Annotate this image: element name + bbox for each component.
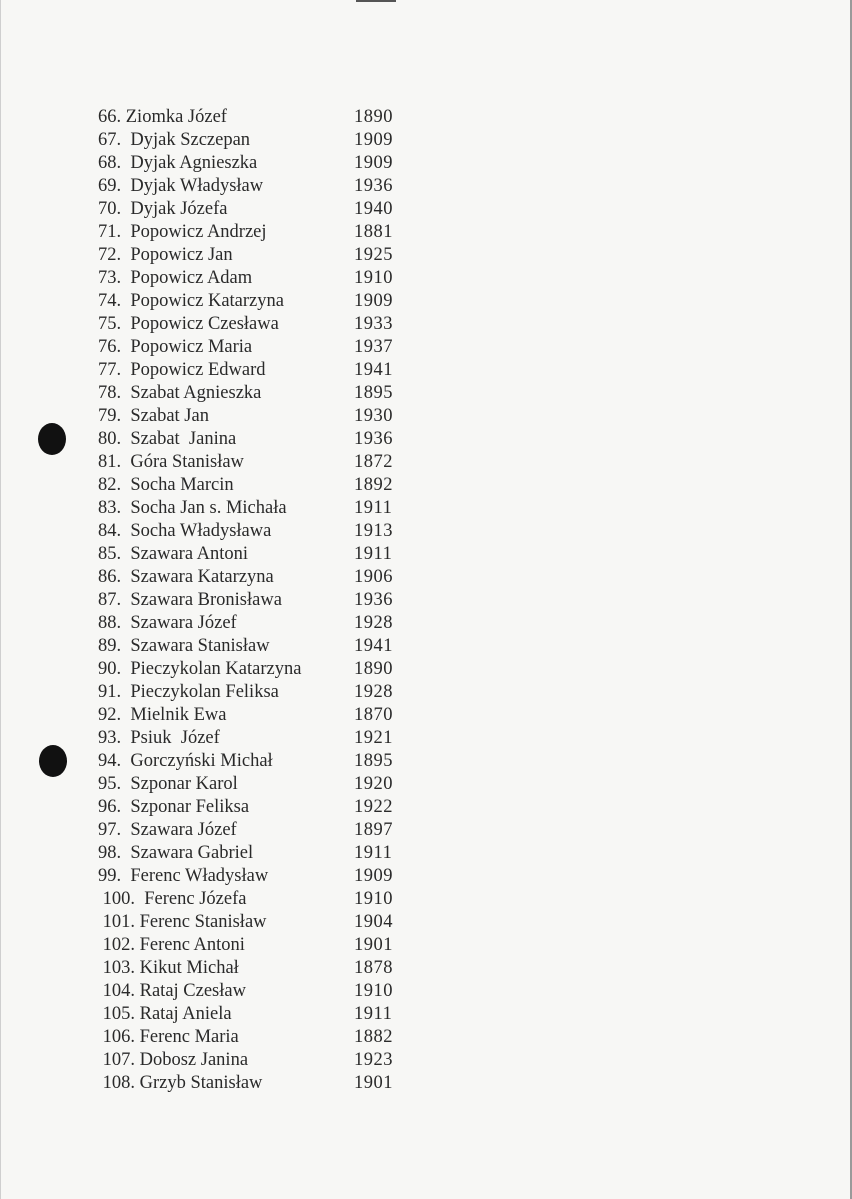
birth-year: 1895 [354,751,393,771]
list-item [98,750,408,773]
birth-year: 1890 [354,107,393,127]
birth-year: 1936 [354,429,393,449]
person-name: 69. Dyjak Władysław [98,176,264,196]
birth-year: 1937 [354,337,393,357]
birth-year: 1872 [354,452,393,472]
list-item [98,290,408,313]
birth-year: 1941 [354,636,393,656]
list-item [98,1026,408,1049]
person-name: 103. Kikut Michał [98,958,239,978]
person-name: 80. Szabat Janina [98,429,237,449]
birth-year: 1911 [354,544,393,564]
list-item [98,957,408,980]
birth-year: 1890 [354,659,393,679]
birth-year: 1882 [354,1027,393,1047]
list-item [98,566,408,589]
list-item [98,980,408,1003]
list-item [98,589,408,612]
list-item [98,612,408,635]
list-item [98,796,408,819]
person-name: 95. Szponar Karol [98,774,238,794]
person-name: 102. Ferenc Antoni [98,935,245,955]
person-name: 107. Dobosz Janina [98,1050,249,1070]
person-name: 86. Szawara Katarzyna [98,567,274,587]
person-name: 96. Szponar Feliksa [98,797,250,817]
birth-year: 1901 [354,1073,393,1093]
list-item [98,865,408,888]
list-item [98,129,408,152]
list-item [98,267,408,290]
list-item [98,819,408,842]
list-item [98,382,408,405]
person-name: 73. Popowicz Adam [98,268,253,288]
birth-year: 1940 [354,199,393,219]
list-item [98,635,408,658]
birth-year: 1933 [354,314,393,334]
birth-year: 1936 [354,590,393,610]
person-name: 77. Popowicz Edward [98,360,266,380]
birth-year: 1913 [354,521,393,541]
list-item [98,336,408,359]
person-name: 94. Gorczyński Michał [98,751,273,771]
birth-year: 1920 [354,774,393,794]
person-name: 72. Popowicz Jan [98,245,233,265]
list-item [98,428,408,451]
birth-year: 1930 [354,406,393,426]
list-item [98,106,408,129]
person-name: 81. Góra Stanisław [98,452,244,472]
birth-year: 1909 [354,153,393,173]
list-item [98,658,408,681]
list-item [98,543,408,566]
person-name: 75. Popowicz Czesława [98,314,279,334]
birth-year: 1923 [354,1050,393,1070]
person-name: 78. Szabat Agnieszka [98,383,262,403]
name-year-list [98,106,408,1095]
person-name: 97. Szawara Józef [98,820,237,840]
birth-year: 1910 [354,889,393,909]
list-item [98,888,408,911]
punch-hole-upper [38,423,66,455]
person-name: 101. Ferenc Stanisław [98,912,267,932]
scan-edge-mark [356,0,396,2]
list-item [98,842,408,865]
birth-year: 1870 [354,705,393,725]
birth-year: 1910 [354,268,393,288]
birth-year: 1911 [354,1004,393,1024]
person-name: 67. Dyjak Szczepan [98,130,251,150]
list-item [98,1003,408,1026]
list-item [98,727,408,750]
person-name: 88. Szawara Józef [98,613,237,633]
birth-year: 1901 [354,935,393,955]
list-item [98,520,408,543]
person-name: 71. Popowicz Andrzej [98,222,267,242]
list-item [98,221,408,244]
birth-year: 1936 [354,176,393,196]
birth-year: 1878 [354,958,393,978]
list-item [98,1072,408,1095]
list-item [98,911,408,934]
person-name: 91. Pieczykolan Feliksa [98,682,279,702]
birth-year: 1922 [354,797,393,817]
list-item [98,681,408,704]
list-item [98,474,408,497]
birth-year: 1928 [354,682,393,702]
birth-year: 1928 [354,613,393,633]
person-name: 85. Szawara Antoni [98,544,249,564]
birth-year: 1909 [354,291,393,311]
person-name: 66. Ziomka Józef [98,107,227,127]
birth-year: 1881 [354,222,393,242]
person-name: 108. Grzyb Stanisław [98,1073,263,1093]
punch-hole-lower [39,745,67,777]
person-name: 87. Szawara Bronisława [98,590,282,610]
person-name: 79. Szabat Jan [98,406,209,426]
list-item [98,497,408,520]
person-name: 90. Pieczykolan Katarzyna [98,659,302,679]
person-name: 100. Ferenc Józefa [98,889,247,909]
person-name: 106. Ferenc Maria [98,1027,239,1047]
birth-year: 1921 [354,728,393,748]
birth-year: 1906 [354,567,393,587]
list-item [98,451,408,474]
birth-year: 1911 [354,843,393,863]
birth-year: 1897 [354,820,393,840]
person-name: 70. Dyjak Józefa [98,199,228,219]
person-name: 68. Dyjak Agnieszka [98,153,258,173]
person-name: 76. Popowicz Maria [98,337,253,357]
birth-year: 1911 [354,498,393,518]
birth-year: 1895 [354,383,393,403]
list-item [98,934,408,957]
person-name: 105. Rataj Aniela [98,1004,232,1024]
person-name: 104. Rataj Czesław [98,981,246,1001]
birth-year: 1904 [354,912,393,932]
list-item [98,198,408,221]
person-name: 82. Socha Marcin [98,475,234,495]
person-name: 98. Szawara Gabriel [98,843,254,863]
person-name: 99. Ferenc Władysław [98,866,269,886]
person-name: 92. Mielnik Ewa [98,705,227,725]
birth-year: 1941 [354,360,393,380]
list-item [98,773,408,796]
list-item [98,313,408,336]
person-name: 93. Psiuk Józef [98,728,220,748]
birth-year: 1925 [354,245,393,265]
list-item [98,152,408,175]
birth-year: 1910 [354,981,393,1001]
birth-year: 1892 [354,475,393,495]
person-name: 84. Socha Władysława [98,521,272,541]
list-item [98,704,408,727]
birth-year: 1909 [354,866,393,886]
birth-year: 1909 [354,130,393,150]
list-item [98,359,408,382]
list-item [98,405,408,428]
person-name: 74. Popowicz Katarzyna [98,291,284,311]
person-name: 89. Szawara Stanisław [98,636,270,656]
list-item [98,175,408,198]
list-item [98,244,408,267]
person-name: 83. Socha Jan s. Michała [98,498,287,518]
list-item [98,1049,408,1072]
